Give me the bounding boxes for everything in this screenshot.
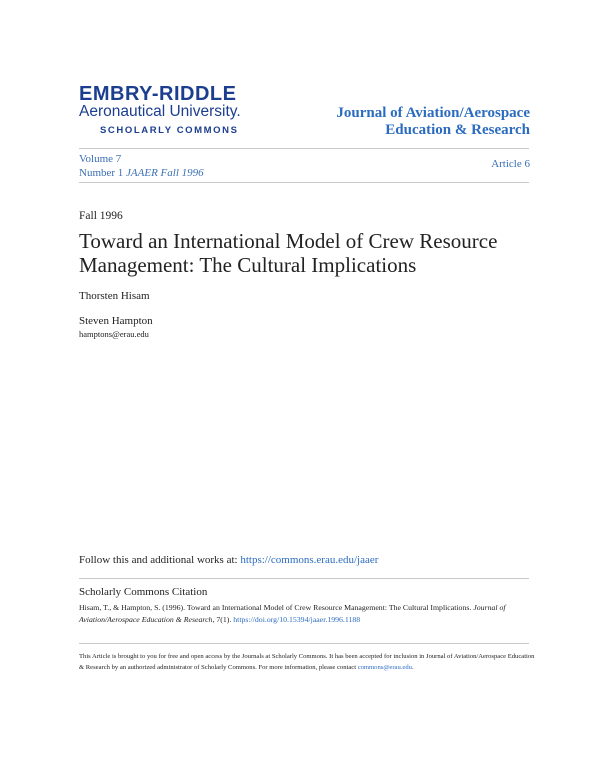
university-logo-subtitle: Aeronautical University. <box>79 103 241 120</box>
follow-text: Follow this and additional works at: <box>79 554 241 566</box>
author-name: Thorsten Hisam <box>79 290 150 302</box>
article-number: Article 6 <box>491 158 530 170</box>
volume-info <box>79 152 204 180</box>
divider-notice <box>79 643 529 644</box>
article-title: Toward an International Model of Crew Resource Management: The Cultural Implications <box>79 229 498 277</box>
author-email[interactable]: hamptons@erau.edu <box>79 329 149 339</box>
author-name: Steven Hampton <box>79 315 153 327</box>
access-notice <box>79 651 539 673</box>
notice-text: This Article is brought to you for free and open access by the Journals at Scholarly Commons. It has been accepted for inclusion in Journal of Aviation/Aerospace Education & Research by an authorized administrator of Scholarly Commons. For more information, please contact <box>79 653 535 671</box>
journal-title-line1: Journal of Aviation/Aerospace <box>336 105 530 121</box>
divider-top <box>79 148 529 149</box>
citation-heading: Scholarly Commons Citation <box>79 586 208 598</box>
follow-line <box>79 554 378 566</box>
divider-issue <box>79 182 529 183</box>
publication-date: Fall 1996 <box>79 210 123 222</box>
citation-text <box>79 602 529 626</box>
university-logo-wordmark: EMBRY-RIDDLE <box>79 83 237 105</box>
volume-link[interactable]: Volume 7 <box>79 153 122 165</box>
scholarly-commons-label: SCHOLARLY COMMONS <box>100 125 239 136</box>
issue-number-link[interactable]: Number 1 <box>79 167 127 179</box>
issue-name-link[interactable]: JAAER Fall 1996 <box>126 167 204 179</box>
citation-doi-link[interactable]: https://doi.org/10.15394/jaaer.1996.1188 <box>233 615 361 624</box>
divider-citation <box>79 578 529 579</box>
journal-title[interactable] <box>336 105 530 139</box>
contact-email-link[interactable]: commons@erau.edu <box>357 664 412 671</box>
citation-journal: Journal of Aviation/Aerospace Education & Research, <box>79 603 506 624</box>
journal-title-line2: Education & Research <box>385 122 530 138</box>
citation-volume: 7(1). <box>214 615 234 624</box>
citation-authors: Hisam, T., & Hampton, S. (1996). Toward an International Model of Crew Resource Management: The Cultural Implications. <box>79 603 474 612</box>
notice-end: . <box>411 664 414 671</box>
follow-link[interactable]: https://commons.erau.edu/jaaer <box>240 554 379 566</box>
